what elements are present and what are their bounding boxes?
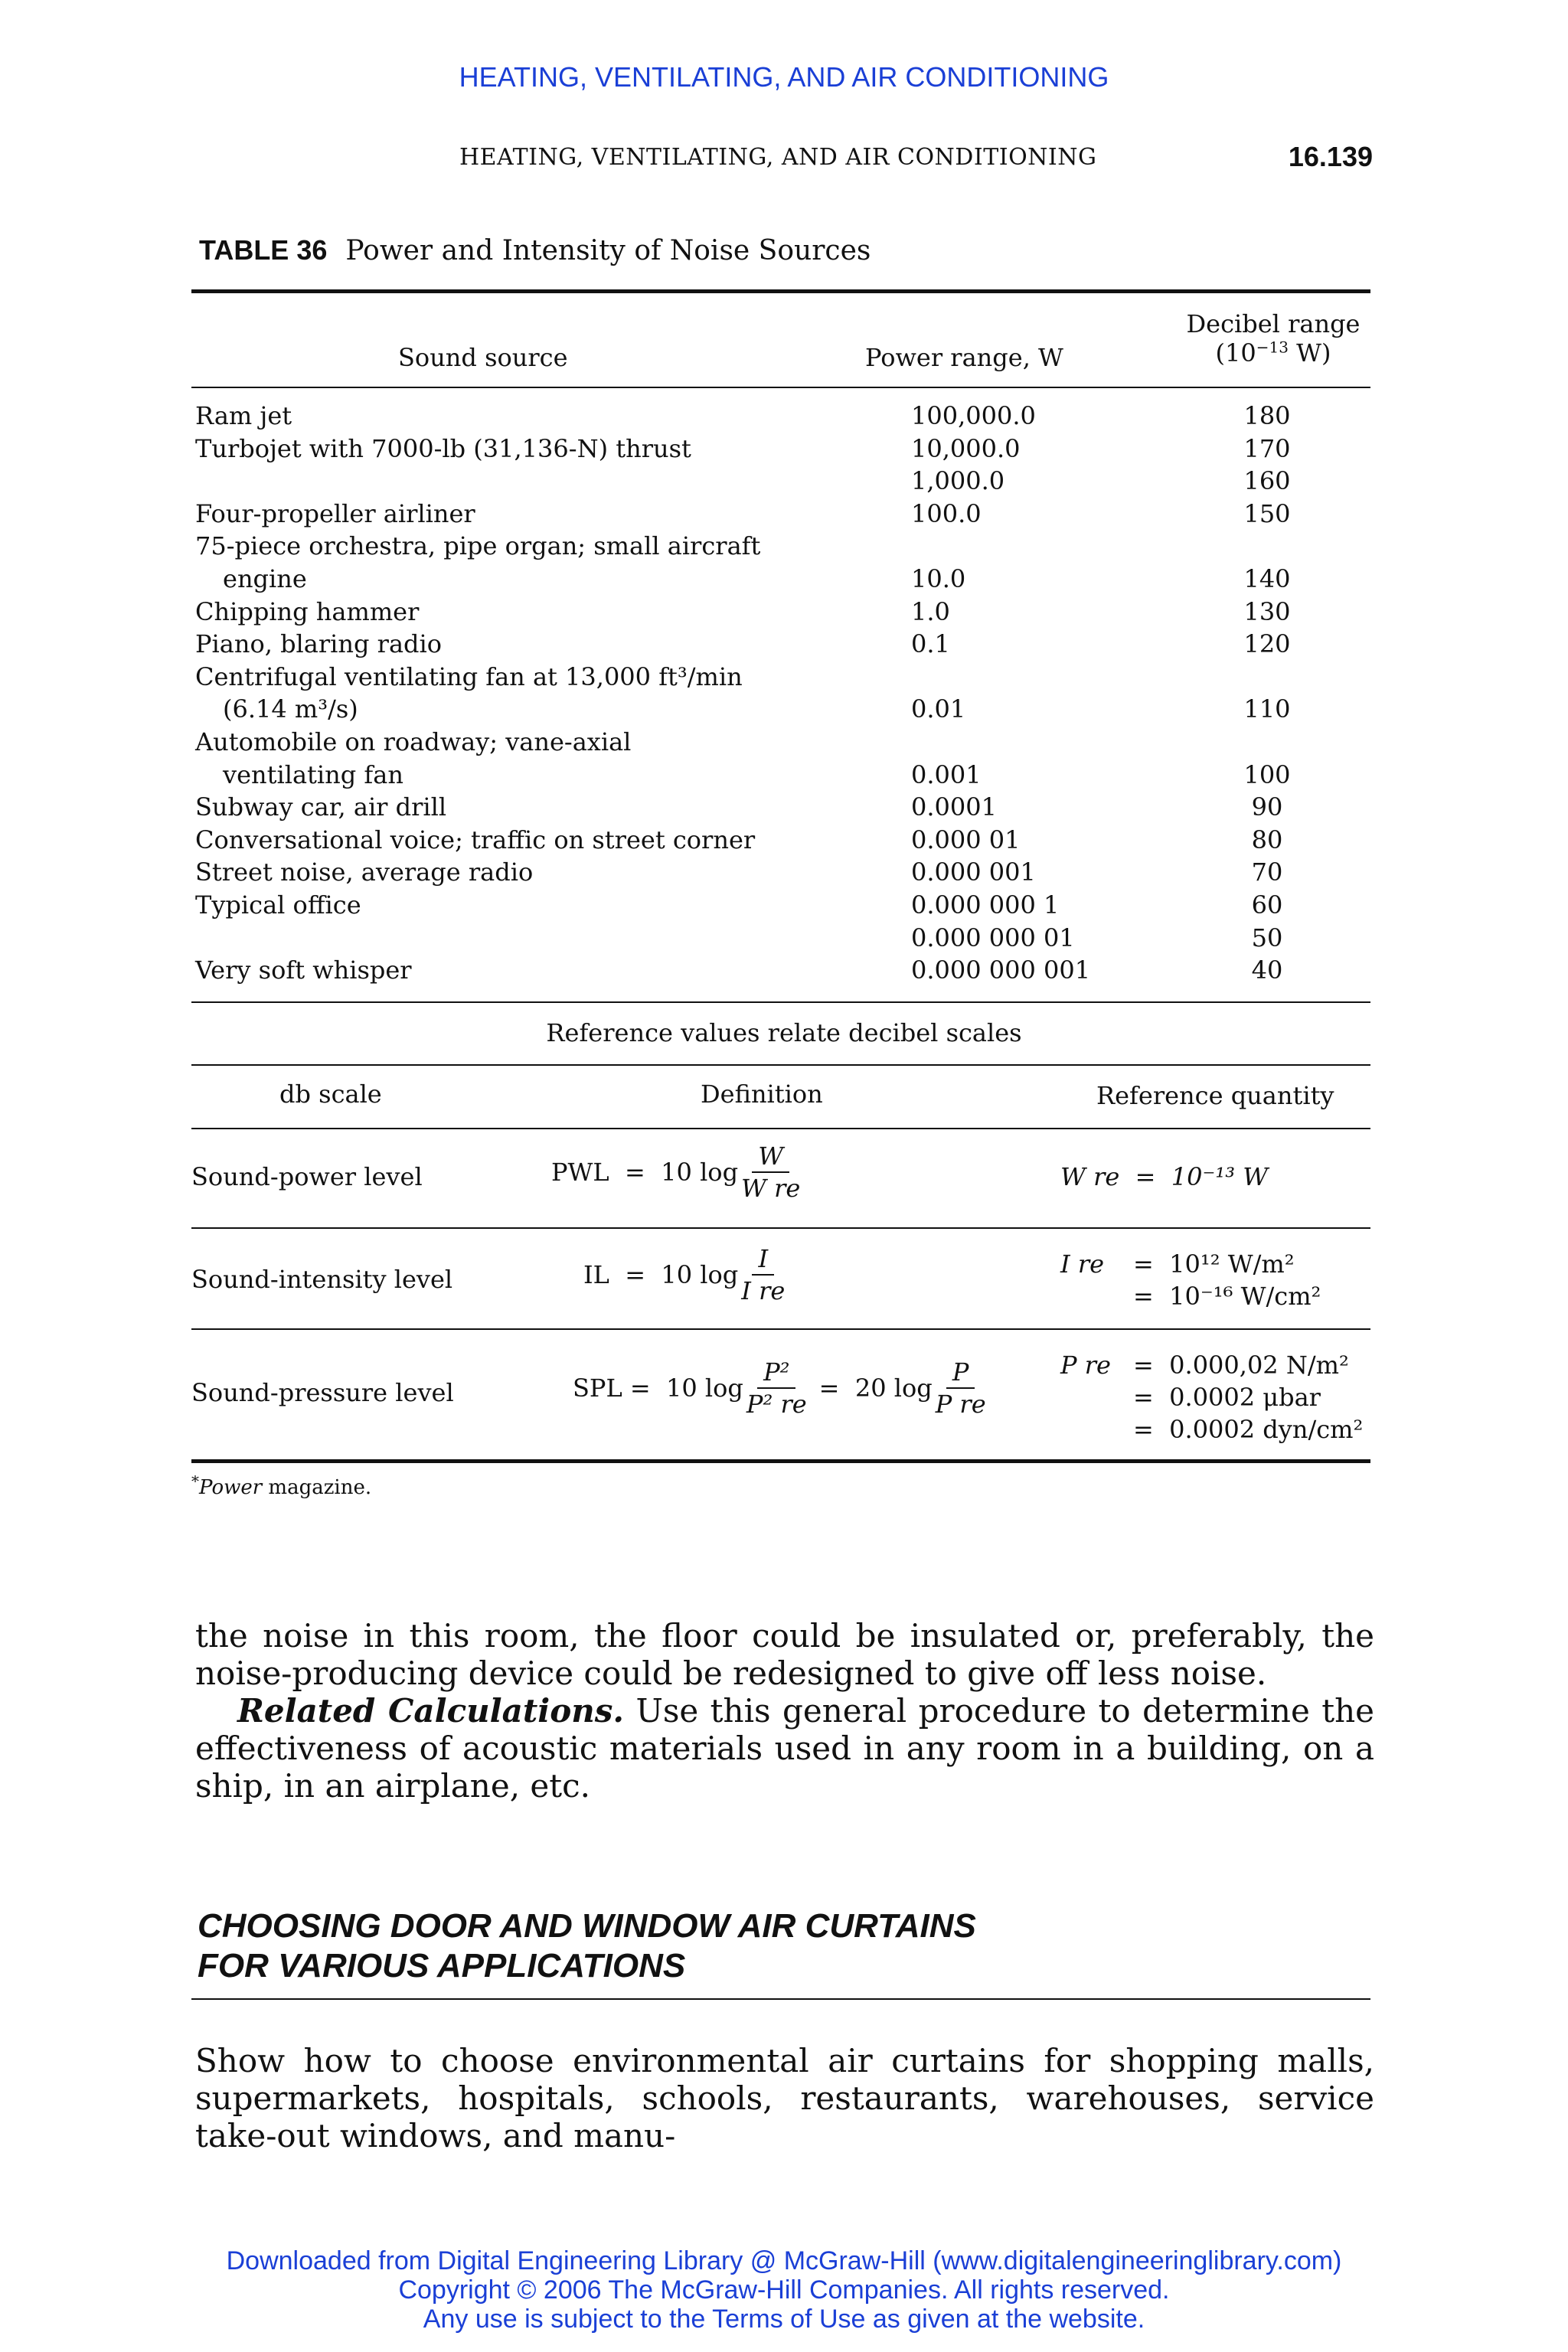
col-header-source: Sound source — [398, 343, 568, 372]
ref-row-il-qty-label: I re — [1060, 1250, 1105, 1279]
footer-copyright-line: Copyright © 2006 The McGraw-Hill Companies. All rights reserved. — [398, 2275, 1170, 2305]
table-cell-power: 0.000 001 — [911, 858, 1036, 887]
ref-row-il-qty-line1: = 10¹² W/m² — [1133, 1250, 1295, 1279]
table-cell-source: Street noise, average radio — [195, 858, 534, 887]
table-cell-power: 100,000.0 — [911, 401, 1036, 430]
table-cell-db: 170 — [1243, 433, 1291, 463]
source-banner: HEATING, VENTILATING, AND AIR CONDITIONING — [459, 61, 1109, 93]
ref-col-header-definition: Definition — [701, 1080, 823, 1109]
ref-row-spl-qty-line1: = 0.000,02 N/m² — [1133, 1351, 1349, 1380]
table-label: TABLE 36 — [199, 234, 328, 266]
table-cell-source: Turbojet with 7000-lb (31,136-N) thrust — [195, 433, 691, 463]
table-cell-db: 160 — [1243, 466, 1291, 496]
table-cell-source: 75-piece orchestra, pipe organ; small aircraft — [195, 531, 761, 561]
ref-row-spl-qty-line3: = 0.0002 dyn/cm² — [1133, 1415, 1364, 1444]
table-cell-source: Piano, blaring radio — [195, 629, 443, 659]
table-cell-power: 10,000.0 — [911, 433, 1021, 463]
table-cell-source: Very soft whisper — [195, 956, 412, 985]
table-cell-db: 60 — [1251, 890, 1283, 920]
section-rule — [191, 1998, 1370, 2000]
header-rule — [191, 387, 1370, 388]
ref-top-rule — [191, 1064, 1370, 1066]
ref-row-il-definition: IL = 10 log $\frac{I}{\text{I re}}$ — [583, 1244, 786, 1305]
footer-terms-line: Any use is subject to the Terms of Use as given at the website. — [423, 2305, 1145, 2334]
table-caption — [199, 234, 871, 266]
table-cell-source: Ram jet — [195, 401, 292, 430]
table-cell-db: 180 — [1243, 401, 1291, 430]
table-cell-power: 1.0 — [911, 596, 950, 626]
ref-header-rule — [191, 1128, 1370, 1129]
col-header-power: Power range, W — [865, 343, 1063, 372]
table-cell-power: 0.001 — [911, 760, 982, 789]
table-cell-power: 0.000 01 — [911, 825, 1021, 854]
ref-row-pwl-scale: Sound-power level — [191, 1162, 423, 1191]
table-cell-power: 10.0 — [911, 564, 966, 593]
ref-col-header-quantity: Reference quantity — [1096, 1081, 1334, 1110]
table-cell-source: (6.14 m³/s) — [223, 694, 358, 724]
table-cell-power: 0.000 000 01 — [911, 923, 1075, 952]
il-fraction: $\frac{I}{\text{I re}}$ — [741, 1244, 786, 1305]
table-top-rule — [191, 289, 1370, 293]
table-cell-source: Centrifugal ventilating fan at 13,000 ft³/min — [195, 662, 743, 691]
pwl-fraction: $\frac{W}{\text{W re}}$ — [741, 1142, 801, 1203]
spl-fraction-1: $\frac{\text{P²}}{\text{P² re}}$ — [746, 1357, 807, 1419]
section-heading: CHOOSING DOOR AND WINDOW AIR CURTAINS FOR VARIOUS APPLICATIONS — [198, 1907, 976, 1984]
table-cell-power: 0.01 — [911, 694, 966, 724]
col-header-db-line2: ($10^{-13}$ W) — [1215, 338, 1331, 368]
ref-row-pwl-quantity: W re = 10⁻¹³ W — [1060, 1162, 1269, 1191]
spl-fraction-2: $\frac{P}{\text{P re}}$ — [935, 1357, 986, 1419]
ref-row-rule-2 — [191, 1328, 1370, 1330]
page-number: 16.139 — [1288, 141, 1373, 172]
table-cell-source: engine — [223, 564, 307, 593]
footer-download-line: Downloaded from Digital Engineering Library @ McGraw-Hill (www.digitalengineeringlibrary.com) — [226, 2246, 1342, 2275]
table-mid-rule — [191, 1001, 1370, 1003]
table-cell-power: 0.000 000 001 — [911, 956, 1091, 985]
table-cell-db: 90 — [1251, 792, 1283, 822]
table-cell-source: Typical office — [195, 890, 361, 920]
table-cell-db: 150 — [1243, 498, 1291, 528]
table-cell-source: Chipping hammer — [195, 596, 420, 626]
col-header-db — [1185, 309, 1361, 368]
ref-row-spl-qty-label: P re — [1060, 1351, 1111, 1380]
table-cell-power: 1,000.0 — [911, 466, 1005, 496]
table-footnote: *Power magazine. — [191, 1472, 372, 1499]
table-cell-db: 50 — [1251, 923, 1283, 952]
paragraph-related-calculations: Related Calculations. Use this general procedure to determine the effectiveness of acoustic materials used in any room in a building, on a ship, in an airplane, etc. — [195, 1692, 1374, 1805]
table-bottom-rule — [191, 1459, 1370, 1463]
table-cell-source: Conversational voice; traffic on street corner — [195, 825, 756, 854]
ref-row-pwl-definition: PWL = 10 log $\frac{W}{\text{W re}}$ — [551, 1142, 801, 1203]
ref-row-il-qty-line2: = 10⁻¹⁶ W/cm² — [1133, 1282, 1321, 1311]
table-cell-source: Subway car, air drill — [195, 792, 447, 822]
table-cell-power: 100.0 — [911, 498, 982, 528]
table-cell-source: ventilating fan — [223, 760, 403, 789]
table-cell-power: 0.0001 — [911, 792, 997, 822]
paragraph-continued: the noise in this room, the floor could be insulated or, preferably, the noise-producing device could be redesigned to give off less noise. — [195, 1617, 1374, 1692]
table-cell-db: 100 — [1243, 760, 1291, 789]
ref-row-spl-definition: SPL = 10 log $\frac{\text{P²}}{\text{P² re}}$ = 20 log $\frac{P}{\text{P re}}$ — [573, 1357, 986, 1419]
col-header-db-line1: Decibel range — [1186, 309, 1361, 338]
running-head: HEATING, VENTILATING, AND AIR CONDITIONING — [459, 144, 1097, 171]
ref-row-il-scale: Sound-intensity level — [191, 1265, 453, 1294]
table-cell-db: 70 — [1251, 858, 1283, 887]
ref-col-header-scale: db scale — [279, 1080, 382, 1109]
table-cell-db: 80 — [1251, 825, 1283, 854]
table-cell-power: 0.1 — [911, 629, 950, 659]
table-cell-db: 130 — [1243, 596, 1291, 626]
paragraph-intro: Show how to choose environmental air curtains for shopping malls, supermarkets, hospitals, schools, restaurants, warehouses, service take-out windows, and manu- — [195, 2042, 1374, 2154]
ref-row-spl-qty-line2: = 0.0002 μbar — [1133, 1383, 1321, 1412]
table-title: Power and Intensity of Noise Sources — [345, 235, 871, 266]
table-cell-db: 110 — [1243, 694, 1291, 724]
table-cell-db: 120 — [1243, 629, 1291, 659]
ref-row-spl-scale: Sound-pressure level — [191, 1378, 454, 1407]
table-cell-db: 40 — [1251, 956, 1283, 985]
ref-title: Reference values relate decibel scales — [546, 1018, 1022, 1047]
table-cell-db: 140 — [1243, 564, 1291, 593]
table-cell-power: 0.000 000 1 — [911, 890, 1060, 920]
table-cell-source: Automobile on roadway; vane-axial — [195, 727, 632, 756]
ref-row-rule-1 — [191, 1227, 1370, 1229]
table-cell-source: Four-propeller airliner — [195, 498, 475, 528]
